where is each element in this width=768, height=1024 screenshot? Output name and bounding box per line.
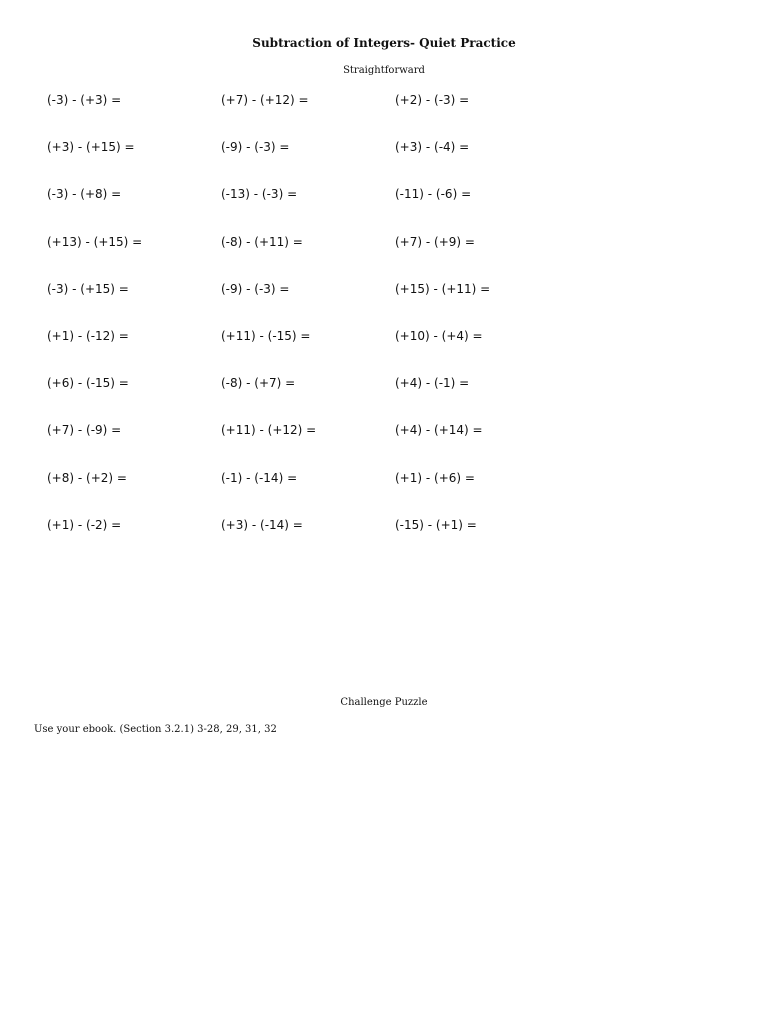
problem-item: (+4) - (-1) = — [395, 376, 470, 391]
problem-item: (+4) - (+14) = — [395, 423, 483, 438]
problem-item: (+3) - (+15) = — [47, 140, 135, 155]
problem-item: (-9) - (-3) = — [221, 140, 290, 155]
problem-item: (-3) - (+8) = — [47, 187, 122, 202]
problem-item: (-15) - (+1) = — [395, 517, 477, 532]
problem-item: (+1) - (-12) = — [47, 328, 129, 343]
problem-item: (+1) - (+6) = — [395, 470, 475, 485]
problem-item: (+1) - (-2) = — [47, 517, 122, 532]
challenge-instruction: Use your ebook. (Section 3.2.1) 3-28, 29, 31, 32 — [34, 724, 277, 735]
problem-item: (+3) - (-14) = — [221, 517, 303, 532]
page-title: Subtraction of Integers- Quiet Practice — [252, 36, 516, 50]
challenge-heading: Challenge Puzzle — [340, 697, 428, 708]
problem-item: (+13) - (+15) = — [47, 234, 143, 249]
problem-item: (-3) - (+15) = — [47, 281, 129, 296]
problem-item: (+6) - (-15) = — [47, 376, 129, 391]
problem-item: (-13) - (-3) = — [221, 187, 298, 202]
problems-grid — [47, 92, 587, 564]
problem-item: (-8) - (+7) = — [221, 376, 296, 391]
problem-item: (-11) - (-6) = — [395, 187, 472, 202]
problem-item: (-3) - (+3) = — [47, 93, 122, 107]
problem-item: (+8) - (+2) = — [47, 470, 127, 485]
problem-item: (-9) - (-3) = — [221, 281, 290, 296]
section-subtitle: Straightforward — [343, 65, 425, 76]
problem-item: (+10) - (+4) = — [395, 328, 483, 343]
problem-item: (+2) - (-3) = — [395, 93, 470, 107]
problem-item: (-8) - (+11) = — [221, 234, 303, 249]
problem-item: (+3) - (-4) = — [395, 140, 470, 155]
problem-item: (+15) - (+11) = — [395, 281, 491, 296]
problem-item: (+7) - (+9) = — [395, 234, 475, 249]
problem-item: (+7) - (+12) = — [221, 93, 309, 107]
problem-item: (-1) - (-14) = — [221, 470, 298, 485]
problem-item: (+11) - (-15) = — [221, 328, 311, 343]
problem-item: (+11) - (+12) = — [221, 423, 317, 438]
problem-item: (+7) - (-9) = — [47, 423, 122, 438]
